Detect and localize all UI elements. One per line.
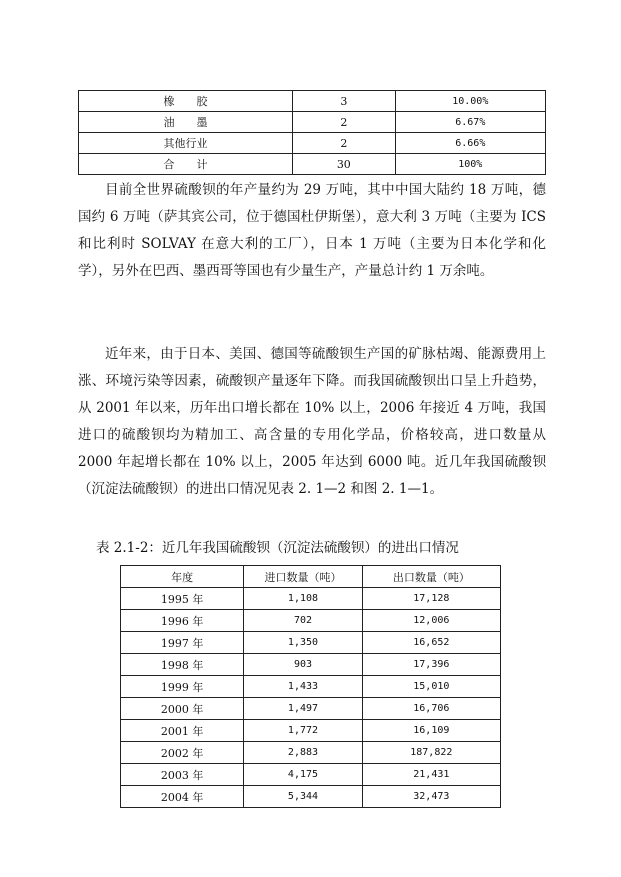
table-cell: 16,706 xyxy=(362,698,500,720)
table-cell: 2 xyxy=(293,112,396,133)
table-row xyxy=(121,610,501,632)
table-cell: 1,772 xyxy=(244,720,362,742)
table-cell: 2001 年 xyxy=(121,720,244,742)
table-cell: 1999 年 xyxy=(121,676,244,698)
table-row xyxy=(79,154,546,175)
table-cell: 1996 年 xyxy=(121,610,244,632)
table-cell: 1998 年 xyxy=(121,654,244,676)
table-row xyxy=(121,720,501,742)
table-row xyxy=(121,654,501,676)
table-cell: 1997 年 xyxy=(121,632,244,654)
table-cell: 21,431 xyxy=(362,764,500,786)
industry-share-table xyxy=(78,90,546,175)
table-row xyxy=(121,764,501,786)
trade-trend-paragraph: 近年来，由于日本、美国、德国等硫酸钡生产国的矿脉枯竭、能源费用上涨、环境污染等因素，硫酸钡产量逐年下降。而我国硫酸钡出口呈上升趋势，从 2001 年以来，历年出口增长都在 10% 以上，2006 年接近 4 万吨，我国进口的硫酸钡均为精加工、高含量的专用化学品，价格较高，进口数量从 2000 年起增长都在 10% 以上，2005 年达到 6000 吨。近几年我国硫酸钡（沉淀法硫酸钡）的进出口情况见表 2. 1—2 和图 2. 1—1。 xyxy=(78,346,546,497)
table-cell: 100% xyxy=(395,154,545,175)
table-cell: 15,010 xyxy=(362,676,500,698)
import-export-table-body xyxy=(121,588,501,808)
table-cell: 1995 年 xyxy=(121,588,244,610)
table-cell: 16,652 xyxy=(362,632,500,654)
table-cell: 油 墨 xyxy=(79,112,293,133)
table-row xyxy=(121,588,501,610)
table-cell: 2002 年 xyxy=(121,742,244,764)
table-row xyxy=(79,112,546,133)
table-cell: 其他行业 xyxy=(79,133,293,154)
table-row xyxy=(121,676,501,698)
table-cell: 6.67% xyxy=(395,112,545,133)
table-row xyxy=(121,786,501,808)
table-cell: 1,350 xyxy=(244,632,362,654)
table-row xyxy=(79,91,546,112)
header-import: 进口数量（吨） xyxy=(244,566,362,588)
table-cell: 2 xyxy=(293,133,396,154)
table-cell: 1,108 xyxy=(244,588,362,610)
table-cell: 2,883 xyxy=(244,742,362,764)
table-cell: 12,006 xyxy=(362,610,500,632)
table-row xyxy=(121,698,501,720)
table-cell: 17,396 xyxy=(362,654,500,676)
table-cell: 16,109 xyxy=(362,720,500,742)
table-caption: 表 2.1-2：近几年我国硫酸钡（沉淀法硫酸钡）的进出口情况 xyxy=(96,540,459,556)
table-cell: 2000 年 xyxy=(121,698,244,720)
table-cell: 903 xyxy=(244,654,362,676)
table-cell: 合 计 xyxy=(79,154,293,175)
header-export: 出口数量（吨） xyxy=(362,566,500,588)
table-cell: 2004 年 xyxy=(121,786,244,808)
table-row xyxy=(121,742,501,764)
table-cell: 5,344 xyxy=(244,786,362,808)
table-row xyxy=(79,133,546,154)
header-year: 年度 xyxy=(121,566,244,588)
table-cell: 32,473 xyxy=(362,786,500,808)
industry-share-table-body xyxy=(79,91,546,175)
table-cell: 702 xyxy=(244,610,362,632)
table-cell: 6.66% xyxy=(395,133,545,154)
table-cell: 1,497 xyxy=(244,698,362,720)
table-cell: 2003 年 xyxy=(121,764,244,786)
table-cell: 橡 胶 xyxy=(79,91,293,112)
table-row xyxy=(121,632,501,654)
table-header-row xyxy=(121,566,501,588)
table-cell: 3 xyxy=(293,91,396,112)
table-cell: 1,433 xyxy=(244,676,362,698)
table-cell: 17,128 xyxy=(362,588,500,610)
import-export-table xyxy=(120,565,501,808)
world-production-paragraph: 目前全世界硫酸钡的年产量约为 29 万吨，其中中国大陆约 18 万吨，德国约 6 万吨（萨其宾公司，位于德国杜伊斯堡），意大利 3 万吨（主要为 ICS 和比利时 SOLVAY 在意大利的工厂），日本 1 万吨（主要为日本化学和化学），另外在巴西、墨西哥等国也有少量生产，产量总计约 1 万余吨。 xyxy=(78,182,546,279)
table-cell: 187,822 xyxy=(362,742,500,764)
table-cell: 30 xyxy=(293,154,396,175)
table-cell: 4,175 xyxy=(244,764,362,786)
table-cell: 10.00% xyxy=(395,91,545,112)
